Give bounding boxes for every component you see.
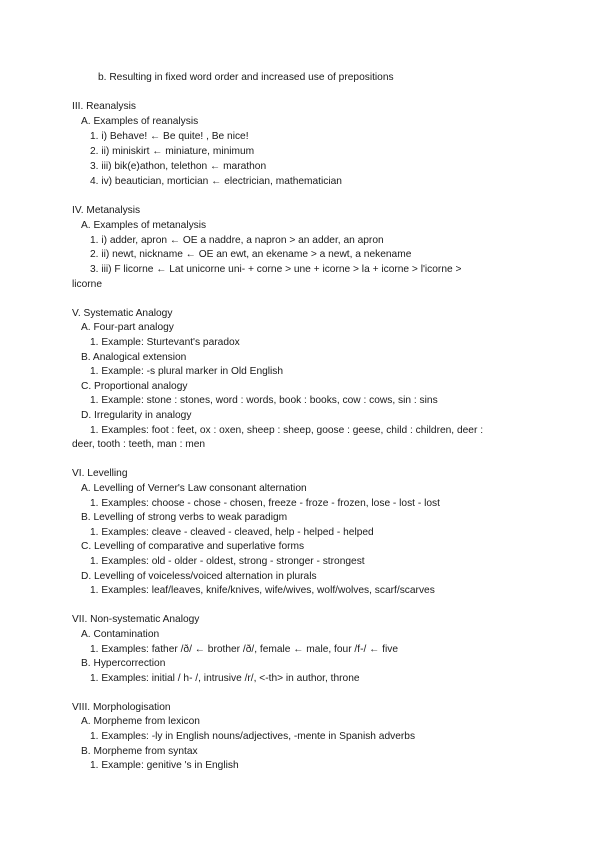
section-iii-item-2: 2. ii) miniskirt ← miniature, minimum [90, 146, 255, 157]
section-iv-item-3-continued: licorne [72, 279, 103, 290]
section-v-heading: V. Systematic Analogy [72, 308, 173, 319]
section-vii-a-item-1: 1. Examples: father /ð/ ← brother /ð/, female ← male, four /f-/ ← five [90, 644, 399, 655]
section-viii-heading: VIII. Morphologisation [72, 702, 171, 713]
section-vi-c: C. Levelling of comparative and superlative forms [81, 541, 305, 552]
section-vi-d: D. Levelling of voiceless/voiced alternation in plurals [81, 571, 317, 582]
section-iii-item-4: 4. iv) beautician, mortician ← electrician, mathematician [90, 176, 342, 187]
section-v-b-item-1: 1. Example: -s plural marker in Old English [90, 366, 284, 377]
section-vii-b: B. Hypercorrection [81, 658, 166, 669]
section-vii-heading: VII. Non-systematic Analogy [72, 614, 200, 625]
section-v-a-item-1: 1. Example: Sturtevant's paradox [90, 337, 240, 348]
section-v-a: A. Four-part analogy [81, 322, 174, 333]
section-vi-a: A. Levelling of Verner's Law consonant alternation [81, 483, 307, 494]
section-vi-d-item-1: 1. Examples: leaf/leaves, knife/knives, wife/wives, wolf/wolves, scarf/scarves [90, 585, 435, 596]
section-vi-c-item-1: 1. Examples: old - older - oldest, strong - stronger - strongest [90, 556, 365, 567]
section-iii-a: A. Examples of reanalysis [81, 116, 199, 127]
section-vi-a-item-1: 1. Examples: choose - chose - chosen, freeze - froze - frozen, lose - lost - lost [90, 498, 440, 509]
section-vii-a: A. Contamination [81, 629, 160, 640]
section-vi-b-item-1: 1. Examples: cleave - cleaved - cleaved, help - helped - helped [90, 527, 374, 538]
section-viii-a: A. Morpheme from lexicon [81, 716, 200, 727]
section-iv-item-2: 2. ii) newt, nickname ← OE an ewt, an ekename > a newt, a nekename [90, 249, 412, 260]
section-v-d-item-1-continued: deer, tooth : teeth, man : men [72, 439, 206, 450]
section-v-b: B. Analogical extension [81, 352, 187, 363]
section-viii-b: B. Morpheme from syntax [81, 746, 198, 757]
section-iii-heading: III. Reanalysis [72, 101, 136, 112]
section-vi-heading: VI. Levelling [72, 468, 128, 479]
section-vii-b-item-1: 1. Examples: initial / h- /, intrusive /r/, <-th> in author, throne [90, 673, 360, 684]
intro-item-b: b. Resulting in fixed word order and increased use of prepositions [98, 72, 394, 83]
section-v-d: D. Irregularity in analogy [81, 410, 192, 421]
section-iv-item-3: 3. iii) F licorne ← Lat unicorne uni- + corne > une + icorne > la + icorne > l'icorne > [90, 264, 462, 275]
section-iv-item-1: 1. i) adder, apron ← OE a naddre, a napron > an adder, an apron [90, 235, 384, 246]
section-viii-b-item-1: 1. Example: genitive 's in English [90, 760, 239, 771]
section-iv-heading: IV. Metanalysis [72, 205, 141, 216]
section-iv-a: A. Examples of metanalysis [81, 220, 207, 231]
section-vi-b: B. Levelling of strong verbs to weak paradigm [81, 512, 288, 523]
section-iii-item-1: 1. i) Behave! ← Be quite! , Be nice! [90, 131, 249, 142]
section-v-c: C. Proportional analogy [81, 381, 188, 392]
section-v-c-item-1: 1. Example: stone : stones, word : words, book : books, cow : cows, sin : sins [90, 395, 438, 406]
section-viii-a-item-1: 1. Examples: -ly in English nouns/adjectives, -mente in Spanish adverbs [90, 731, 416, 742]
section-v-d-item-1: 1. Examples: foot : feet, ox : oxen, sheep : sheep, goose : geese, child : children, deer : [90, 425, 484, 436]
section-iii-item-3: 3. iii) bik(e)athon, telethon ← marathon [90, 161, 267, 172]
